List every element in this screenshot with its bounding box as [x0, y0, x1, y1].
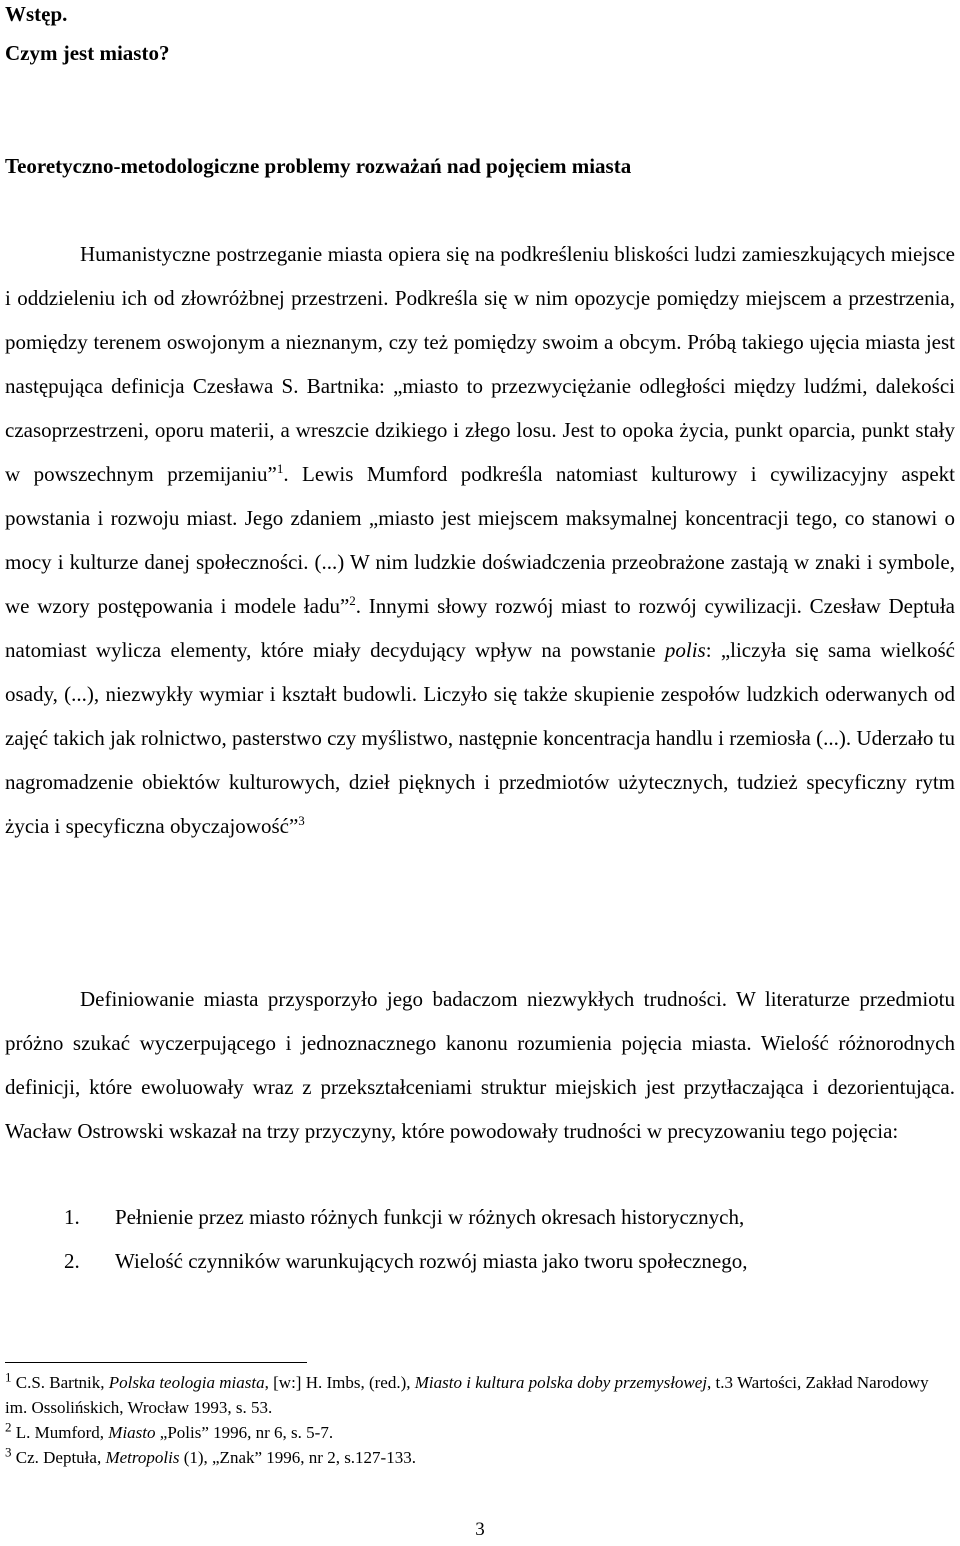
footnote-text: C.S. Bartnik,: [11, 1373, 109, 1392]
reasons-list: [5, 1195, 955, 1283]
paragraph-text: Humanistyczne postrzeganie miasta opiera się na podkreśleniu bliskości ludzi zamieszkujących miejsce i oddzieleniu ich od złowróżbnej przestrzeni. Podkreśla się w nim opozycje pomiędzy miejscem a przestrzenia, pomiędzy terenem oswojonym a nieznanym, czy też pomiędzy swoim a obcym. Próbą takiego ujęcia miasta jest następująca definicja Czesława S. Bartnika: „miasto to przezwyciężanie odległości między ludźmi, dalekości czasoprzestrzeni, oporu materii, a wreszcie dzikiego i złego losu. Jest to opoka życia, punkt oparcia, punkt stały w powszechnym przemijaniu”: [5, 242, 955, 486]
body-paragraph-2: Definiowanie miasta przysporzyło jego badaczom niezwykłych trudności. W literaturze przedmiotu próżno szukać wyczerpującego i jednoznacznego kanonu rozumienia pojęcia miasta. Wielość różnorodnych definicji, które ewoluowały wraz z przekształceniami struktur miejskich jest przytłaczająca i dezorientująca. Wacław Ostrowski wskazał na trzy przyczyny, które powodowały trudności w precyzowaniu tego pojęcia:: [5, 987, 955, 1143]
footnote-text: (1), „Znak” 1996, nr 2, s.127-133.: [179, 1448, 416, 1467]
list-item-text: Wielość czynników warunkujących rozwój miasta jako tworu społecznego,: [115, 1249, 748, 1273]
list-item-number: 2.: [64, 1249, 80, 1273]
footnotes: [5, 1370, 955, 1470]
page-number: 3: [475, 1519, 485, 1540]
footnote-1: [5, 1370, 955, 1420]
list-item: [5, 1239, 955, 1283]
paragraph-text: : „liczyła się sama wielkość osady, (...), niezwykły wymiar i kształt budowli. Liczyło się także skupienie zespołów ludzkich oderwanych od zajęć takich jak rolnictwo, pasterstwo czy myślistwo, następnie koncentracja handlu i rzemiosła (...). Uderzało tu nagromadzenie obiektów kulturowych, dzieł pięknych i przedmiotów użytecznych, tudzież specyficzny rytm życia i specyficzna obyczajowość”: [5, 638, 956, 838]
footnote-title: Polska teologia miasta: [108, 1373, 265, 1392]
footnote-text: , t.3 Wartości, Zakład Narodowy im. Ossolińskich, Wrocław 1993, s. 53.: [5, 1373, 929, 1417]
footnote-text: „Polis” 1996, nr 6, s. 5-7.: [155, 1423, 334, 1442]
body-paragraph-1: [5, 232, 955, 848]
list-item-number: 1.: [64, 1205, 80, 1229]
footnote-3: [5, 1445, 955, 1470]
section-heading: Teoretyczno-metodologiczne problemy rozważań nad pojęciem miasta: [5, 154, 632, 178]
footnote-2: [5, 1420, 955, 1445]
footnote-text: , [w:] H. Imbs, (red.),: [264, 1373, 415, 1392]
footnote-number: 3: [5, 1444, 12, 1460]
footnote-text: Cz. Deptuła,: [11, 1448, 106, 1467]
paragraph-text: . Lewis Mumford podkreśla natomiast kulturowy i cywilizacyjny aspekt powstania i rozwoju miast. Jego zdaniem „miasto jest miejscem maksymalnej koncentracji tego, co stanowi o mocy i kulturze danej społeczności. (...) W nim ludzkie doświadczenia przeobrażone zastają w znaki i symbole, we wzory postępowania i modele ładu”: [5, 462, 955, 618]
italic-term-polis: polis: [664, 638, 706, 662]
footnote-number: 1: [5, 1369, 12, 1385]
footnote-title: Metropolis: [105, 1448, 180, 1467]
footnote-text: L. Mumford,: [11, 1423, 109, 1442]
chapter-heading: Wstęp.: [5, 2, 68, 26]
footnote-separator: [5, 1362, 307, 1363]
footnote-ref-1: 1: [276, 461, 284, 476]
list-item: [5, 1195, 955, 1239]
list-item-text: Pełnienie przez miasto różnych funkcji w różnych okresach historycznych,: [115, 1205, 745, 1229]
footnote-ref-3: 3: [298, 813, 305, 828]
chapter-subheading: Czym jest miasto?: [5, 41, 170, 65]
footnote-ref-2: 2: [349, 593, 356, 608]
footnote-title: Miasto i kultura polska doby przemysłowej: [414, 1373, 708, 1392]
paragraph-text: . Innymi słowy rozwój miast to rozwój cywilizacji. Czesław Deptuła natomiast wylicza elementy, które miały decydujący wpływ na powstanie: [5, 594, 955, 662]
footnote-title: Miasto: [108, 1423, 156, 1442]
footnote-number: 2: [5, 1419, 12, 1435]
